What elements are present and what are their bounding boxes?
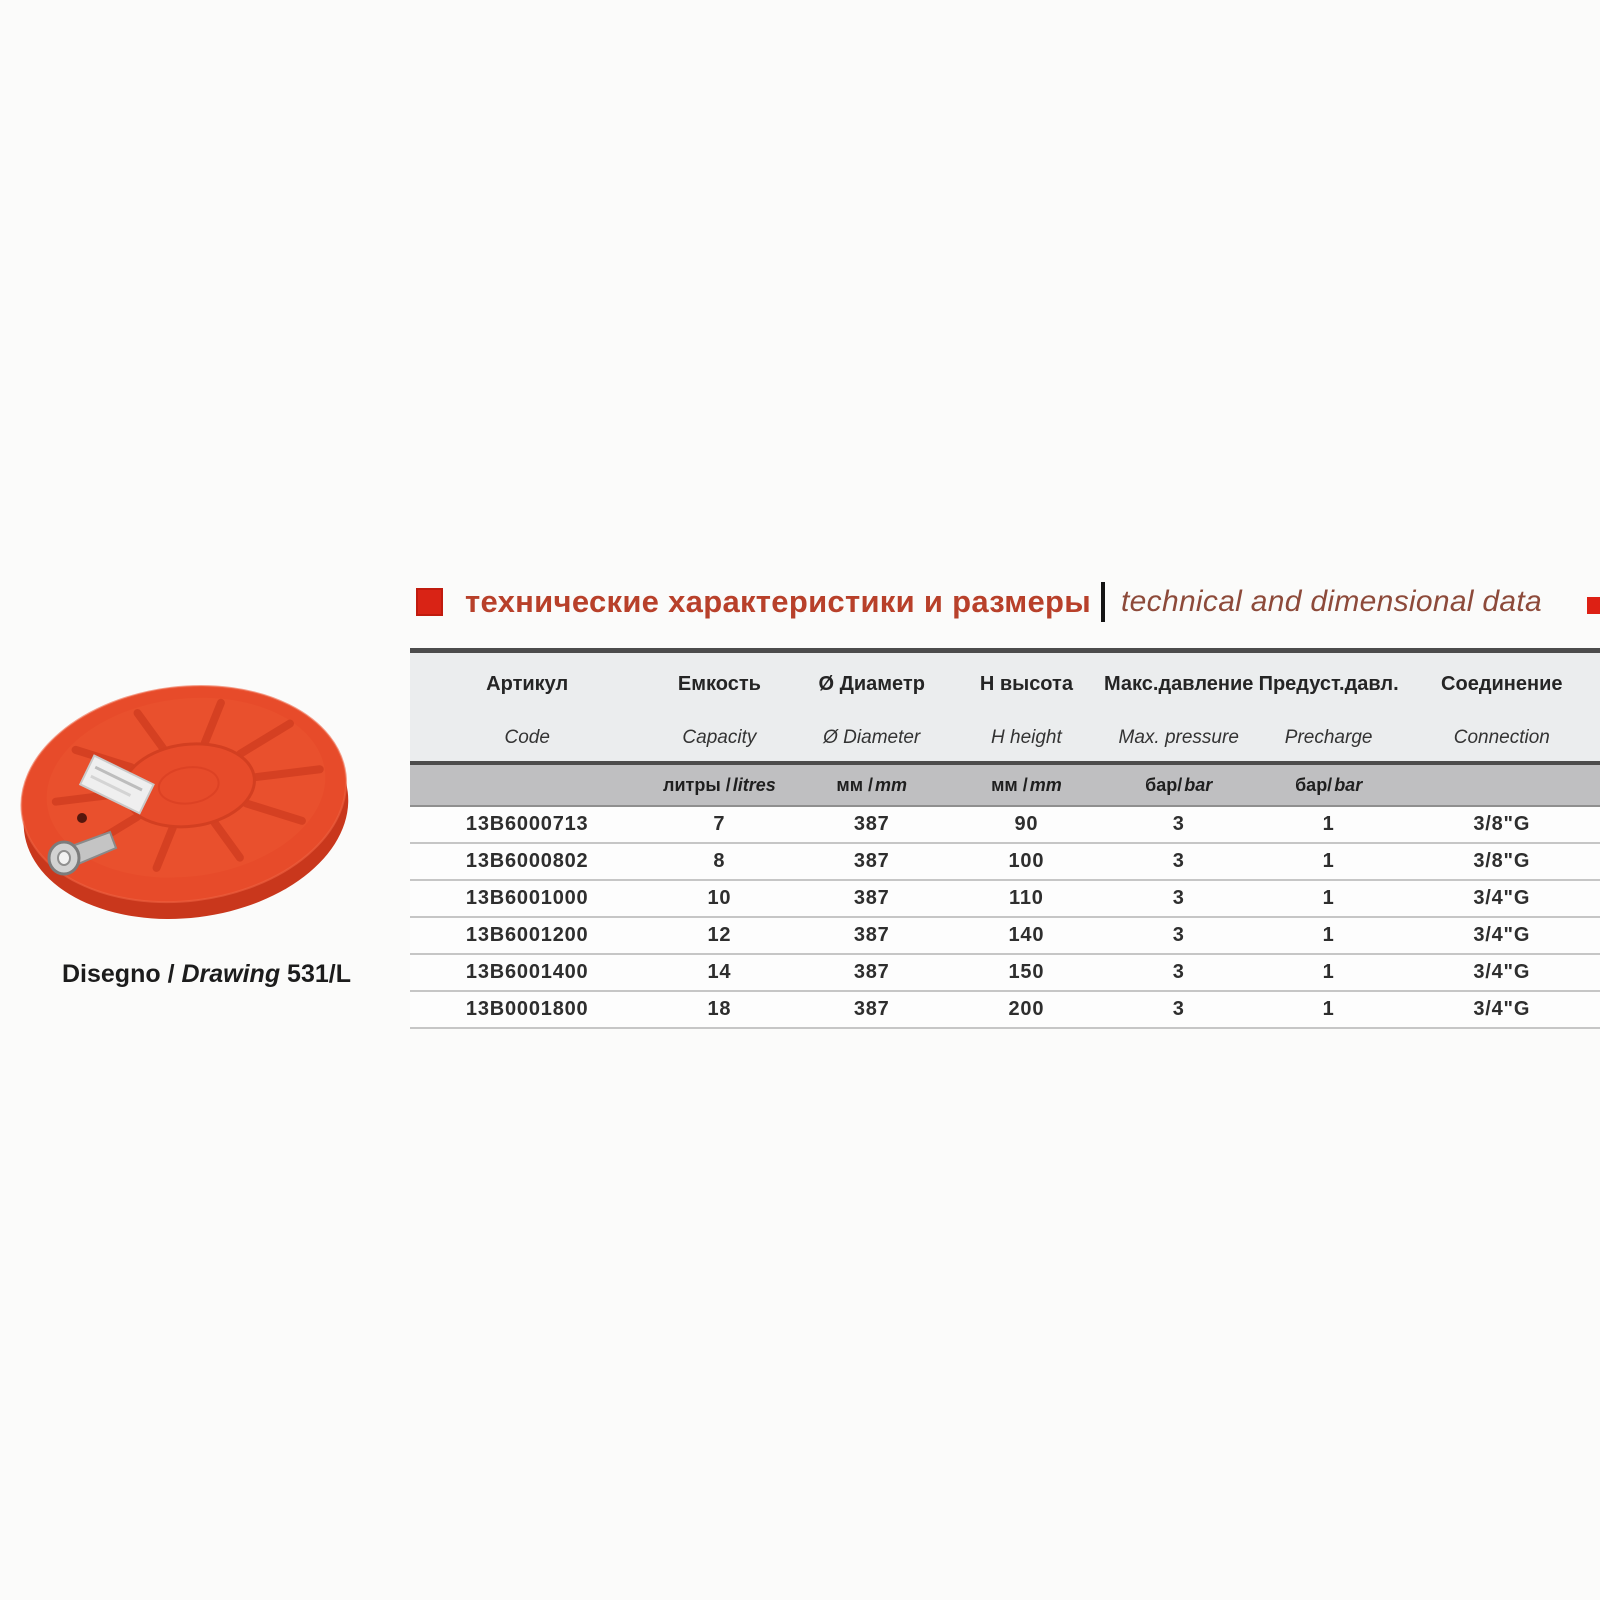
table-row <box>410 992 1600 1027</box>
unit-precharge: бар/ bar <box>1295 774 1363 795</box>
tank-body <box>12 668 361 937</box>
unit-height: мм / mm <box>991 774 1062 795</box>
figure-caption <box>62 960 362 989</box>
cell-pressure: 3 <box>1172 887 1185 909</box>
cell-connection: 3/4"G <box>1473 887 1531 909</box>
caption-disegno: Disegno / <box>62 960 182 988</box>
cell-precharge: 1 <box>1322 998 1335 1020</box>
col-header-connection-ru: Соединение <box>1441 672 1563 695</box>
cell-diameter: 387 <box>853 998 890 1020</box>
table-row <box>410 955 1600 992</box>
cell-height: 100 <box>1008 850 1045 872</box>
header-row-ru <box>410 653 1600 715</box>
red-square-bullet-icon <box>416 588 443 616</box>
cell-connection: 3/4"G <box>1473 961 1531 983</box>
cell-capacity: 14 <box>707 961 732 983</box>
cell-precharge: 1 <box>1322 961 1335 983</box>
cell-capacity: 7 <box>713 813 726 835</box>
cell-height: 200 <box>1008 998 1045 1020</box>
cell-height: 90 <box>1014 813 1039 835</box>
header-row-en <box>410 715 1600 765</box>
cell-precharge: 1 <box>1322 850 1335 872</box>
page-edge-accent-mark <box>1587 597 1600 614</box>
caption-drawing: Drawing <box>181 960 281 988</box>
cell-height: 110 <box>1009 887 1044 909</box>
unit-code <box>410 765 644 805</box>
cell-code: 13B0001800 <box>465 998 589 1020</box>
cell-connection: 3/8"G <box>1473 813 1531 835</box>
section-title-en: technical and dimensional data <box>1121 585 1542 618</box>
cell-connection: 3/8"G <box>1473 850 1531 872</box>
cell-code: 13B6001400 <box>465 961 589 983</box>
cell-pressure: 3 <box>1172 813 1185 835</box>
cell-connection: 3/4"G <box>1473 924 1531 946</box>
col-header-code-en: Code <box>504 727 550 748</box>
col-header-code-ru: Артикул <box>486 672 569 695</box>
cell-code: 13B6001000 <box>465 887 589 909</box>
cell-capacity: 18 <box>707 998 732 1020</box>
expansion-tank-image <box>12 636 372 956</box>
table-row <box>410 844 1600 881</box>
cell-capacity: 8 <box>713 850 726 872</box>
cell-code: 13B6000713 <box>465 813 589 835</box>
section-header <box>410 574 1600 630</box>
col-header-pressure-en: Max. pressure <box>1118 727 1239 748</box>
table-row <box>410 918 1600 955</box>
cell-code: 13B6000802 <box>465 850 589 872</box>
cell-diameter: 387 <box>853 813 890 835</box>
tank-valve-dot <box>77 813 87 823</box>
col-header-diameter-en: Ø Diameter <box>823 727 921 748</box>
cell-diameter: 387 <box>853 961 890 983</box>
cell-precharge: 1 <box>1322 813 1335 835</box>
cell-pressure: 3 <box>1172 998 1185 1020</box>
col-header-capacity-en: Capacity <box>682 727 757 748</box>
caption-number: 531/L <box>280 960 351 988</box>
col-header-precharge-en: Precharge <box>1284 727 1373 748</box>
col-header-height-ru: H высота <box>979 672 1073 695</box>
col-header-capacity-ru: Емкость <box>677 672 761 695</box>
cell-diameter: 387 <box>853 850 890 872</box>
table-row <box>410 807 1600 844</box>
cell-diameter: 387 <box>853 887 890 909</box>
cell-precharge: 1 <box>1322 887 1335 909</box>
cell-height: 140 <box>1008 924 1045 946</box>
cell-capacity: 10 <box>707 887 732 909</box>
cell-height: 150 <box>1008 961 1045 983</box>
cell-precharge: 1 <box>1322 924 1335 946</box>
units-row <box>410 765 1600 807</box>
cell-connection: 3/4"G <box>1473 998 1531 1020</box>
section-title-ru: технические характеристики и размеры <box>465 584 1092 619</box>
col-header-connection-en: Connection <box>1453 727 1550 748</box>
cell-pressure: 3 <box>1172 924 1185 946</box>
product-figure <box>12 636 372 1016</box>
col-header-precharge-ru: Предуст.давл. <box>1258 672 1399 695</box>
cell-pressure: 3 <box>1172 850 1185 872</box>
unit-diameter: мм / mm <box>836 774 908 795</box>
table-row <box>410 881 1600 918</box>
unit-capacity: литры / litres <box>663 774 776 795</box>
cell-pressure: 3 <box>1172 961 1185 983</box>
cell-diameter: 387 <box>853 924 890 946</box>
col-header-height-en: H height <box>991 727 1062 748</box>
unit-connection <box>1404 765 1600 805</box>
unit-pressure: бар/ bar <box>1145 774 1213 795</box>
technical-data-table <box>410 648 1600 1029</box>
col-header-diameter-ru: Ø Диаметр <box>818 672 925 695</box>
cell-code: 13B6001200 <box>465 924 589 946</box>
col-header-pressure-ru: Макс.давление <box>1104 672 1254 695</box>
title-divider-bar <box>1101 582 1105 622</box>
cell-capacity: 12 <box>707 924 732 946</box>
